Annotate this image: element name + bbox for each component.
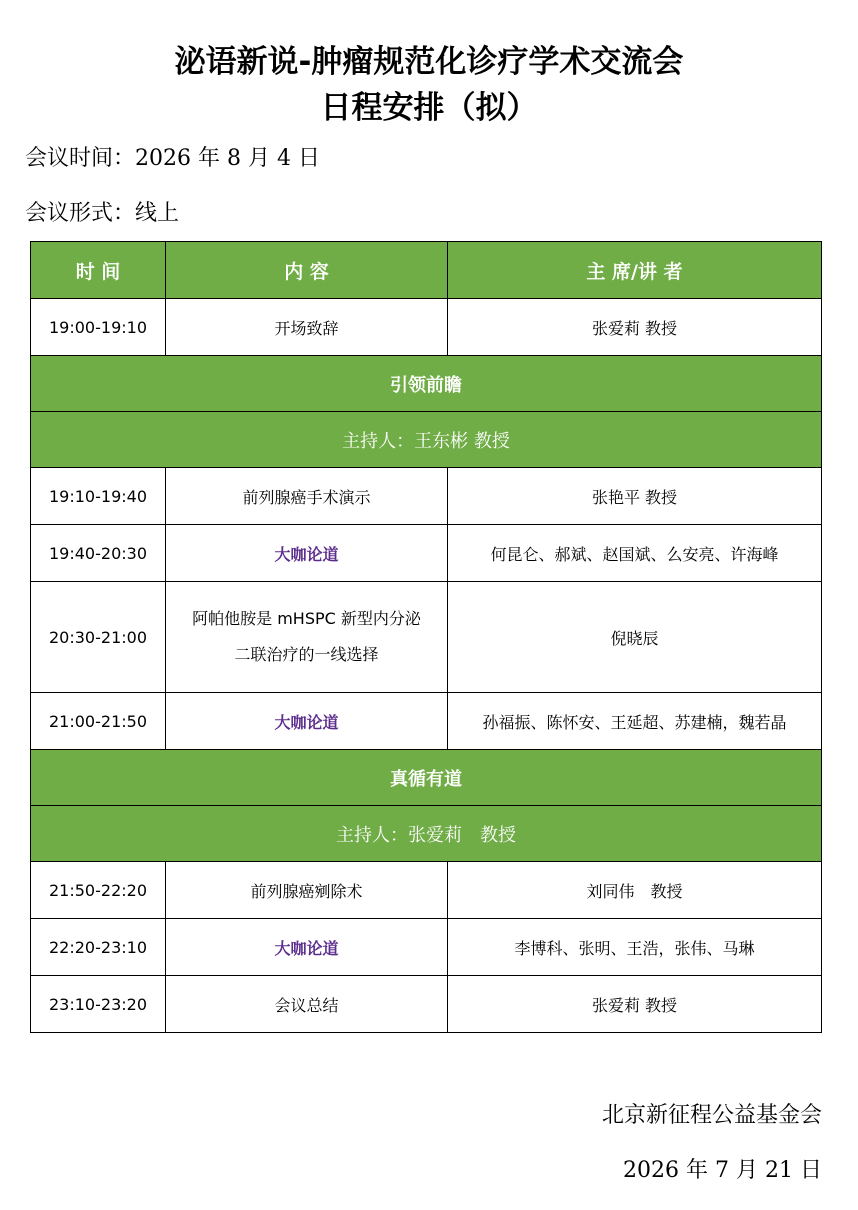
agenda-table: [30, 241, 822, 1033]
meeting-form: 会议形式：线上: [25, 201, 180, 226]
cell-speaker: 何昆仑、郝斌、赵国斌、么安亮、许海峰: [448, 525, 822, 582]
cell-speaker: 刘同伟 教授: [448, 862, 822, 919]
table-row: [31, 299, 822, 356]
document-subtitle: 日程安排（拟）: [320, 90, 538, 126]
table-row: [31, 468, 822, 525]
cell-content: 会议总结: [166, 976, 448, 1033]
organizer-name: 北京新征程公益基金会: [601, 1103, 822, 1128]
cell-time: 23:10-23:20: [31, 976, 166, 1033]
cell-content: [166, 582, 448, 693]
cell-time: 21:00-21:50: [31, 693, 166, 750]
table-row: [31, 693, 822, 750]
section-row: [31, 356, 822, 412]
cell-time: 21:50-22:20: [31, 862, 166, 919]
cell-speaker: 孙福振、陈怀安、王延超、苏建楠，魏若晶: [448, 693, 822, 750]
cell-time: 22:20-23:10: [31, 919, 166, 976]
section-row: [31, 750, 822, 806]
cell-time: 19:40-20:30: [31, 525, 166, 582]
cell-content: 开场致辞: [166, 299, 448, 356]
host-row: [31, 412, 822, 468]
cell-content: 前列腺癌手术演示: [166, 468, 448, 525]
issue-date: 2026 年 7 月 21 日: [623, 1158, 822, 1183]
cell-content-line2: 二联治疗的一线选择: [234, 645, 379, 664]
cell-content: 大咖论道: [166, 919, 448, 976]
cell-speaker: 张艳平 教授: [448, 468, 822, 525]
section-host: 主持人：王东彬 教授: [31, 412, 822, 468]
header-content: 内 容: [166, 242, 448, 299]
table-row: [31, 862, 822, 919]
table-header-row: [31, 242, 822, 299]
cell-content: 大咖论道: [166, 525, 448, 582]
table-row: [31, 525, 822, 582]
meeting-time: 会议时间：2026 年 8 月 4 日: [25, 146, 320, 171]
table-row: [31, 582, 822, 693]
cell-time: 20:30-21:00: [31, 582, 166, 693]
header-time: 时 间: [31, 242, 166, 299]
cell-content: 大咖论道: [166, 693, 448, 750]
cell-time: 19:00-19:10: [31, 299, 166, 356]
table-row: [31, 976, 822, 1033]
cell-speaker: 李博科、张明、王浩，张伟、马琳: [448, 919, 822, 976]
section-host: 主持人：张爱莉 教授: [31, 806, 822, 862]
cell-speaker: 倪晓辰: [448, 582, 822, 693]
cell-speaker: 张爱莉 教授: [448, 976, 822, 1033]
cell-speaker: 张爱莉 教授: [448, 299, 822, 356]
cell-content: 前列腺癌剜除术: [166, 862, 448, 919]
document-title: 泌语新说-肿瘤规范化诊疗学术交流会: [174, 44, 684, 80]
cell-time: 19:10-19:40: [31, 468, 166, 525]
header-speaker: 主 席/讲 者: [448, 242, 822, 299]
section-title: 引领前瞻: [31, 356, 822, 412]
section-title: 真循有道: [31, 750, 822, 806]
table-row: [31, 919, 822, 976]
cell-content-line1: 阿帕他胺是 mHSPC 新型内分泌: [192, 609, 421, 628]
host-row: [31, 806, 822, 862]
